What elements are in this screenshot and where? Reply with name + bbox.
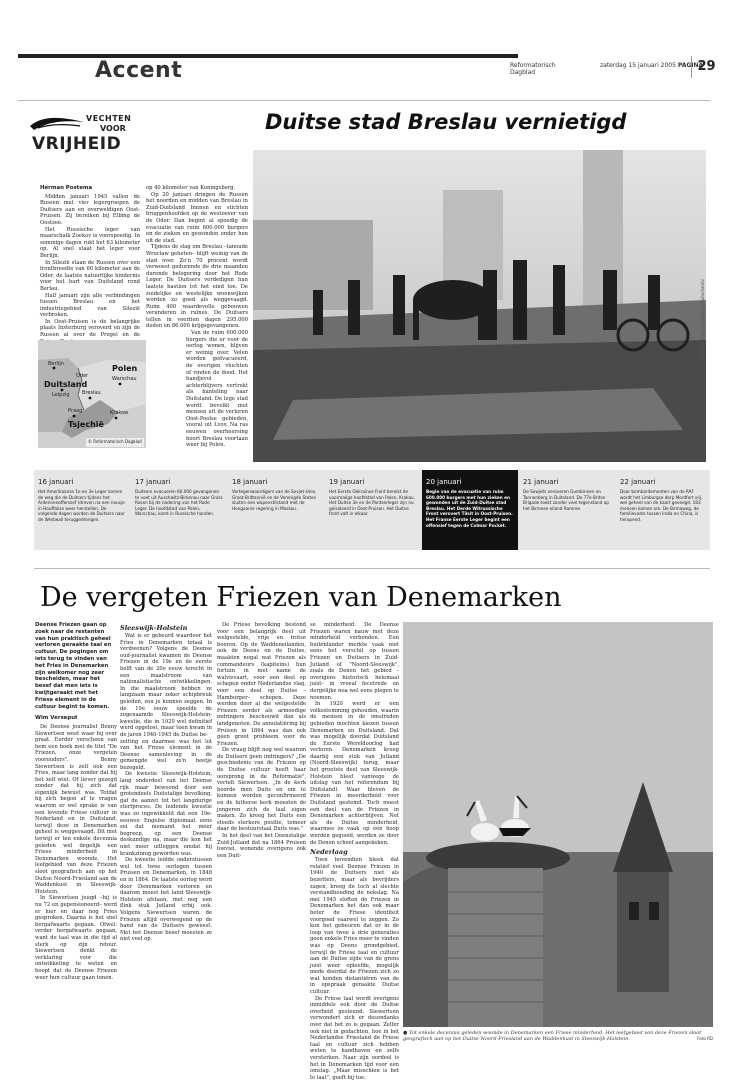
section-divider [34,568,710,569]
paragraph: Wat is er gebeurd waardoor het Fries in Denemarken totaal is verdwenen? Volgens de Deense oud-journalist kwamen de Deense Friezen in de 19e en de eerste helft van de 20e eeuw terecht in een maalstroom van nationalistische ontwikkelingen. In die maalstroom hebben ze langzaam maar zeker schipbreuk geleden, zou je kunnen zeggen. In de 19e eeuw speelde de zogenaamde Sleeswijk-Holstein-kwestie, die in 1920 wel definitief werd opgelost, maar toen kwam in de jaren 1940-1945 de Duitse be- [120,633,212,738]
paragraph: Midden januari 1945 vallen de Russen met vier legergroepen de Duitsers aan en overweldigen Oost-Pruisen. Zij bereiken bij Elbing de Oostzee. [40,193,140,226]
article2-column-2 [120,622,212,943]
paragraph: se minderheid. De Deense Friezen waren nauw met deze minderheid verbonden. Een buitenlander merkte vaak niet eens het verschil op tussen Friezen en Duitsers in Zuid-Jutland of "Noord-Sleeswijk", zoals de Denen het gebied –overigens historisch helemaal juist– in vroeal fecetrede en dergelijke noa wel eens plegen te noemen. [310,622,399,701]
paragraph: Van de ruim 600.000 burgers die er voor de oorlog wonen, blijven er weinig over. Velen worden geëvacueerd, de overigen vluchten of vinden de dood. Het handjevol achterblijvers vertrekt als hanteling naar Duitsland. De lege stad wordt bevolkt met mensen uit de verloren Oost-Poolse gebieden, vooral uit Lvov. Na ras eeuwen overheersing hoort Breslau voortaan weer bij Polen. [186,330,248,449]
paragraph: In Oost-Pruisen is de belangrijke plaats Insterburg veroverd en zijn de Russen al over de Pregel en de [40,318,140,339]
paragraph: De Friese bevolking bestond voor een belangrijk deel uit welgestelde, vrije en trotse boeren. Op de Waddeneilanden, ook de Deens en de Duitse, maakten nogal wat Friezen als commandeurs (kapiteins) hun fortuin in met name de walvisvaart, voor een deel op schepen onder Nederlandse vlag, voor een deel op Duitse –Hamburger– schepen. Deze werden door al die welgestelde Friezen eerder als armoedige indringers beschouwd dan als landgenoten. De annulatiëring bij Pruisen in 1864 was dan ook geen groot probleem voor de Friezen. [217,622,306,747]
timeline-entry [519,470,615,550]
timeline-entry [325,470,421,550]
paragraph: In Silezië staan de Russen over een frontbreedte van 60 kilometer aan de Oder, de laatste natuurlijke hindernis voor het hart van Duitsland rond Berlau. [40,259,140,292]
page-number: 29 [691,56,721,78]
logo-line-2: VOOR [100,124,126,133]
breslau-street-scene [253,150,706,462]
article1-column-1 [40,185,140,345]
timeline-text: Het Eerste Oekraïnse Front bereikt de voormalige hoofdstad van Polen, Krakau. Het Duitse 3e en 4e Pantserleger zijn nu geïsoleerd in Oost-Pruisen. Het Duitse front valt in elkaar. [329,489,416,517]
map-country-label: Polen [112,364,138,373]
article2-column-1 [35,622,117,981]
article2-column-3 [217,622,306,859]
map-country-label: Tsjechië [68,420,104,429]
timeline-strip [34,470,710,550]
europe-map [38,340,146,448]
section-title: Accent [95,58,183,83]
map-label: Breslau [82,390,101,396]
article2-intro: Deense Friezen gaan op zoek naar de restanten van hun praktisch geheel verloren geraakte taal en cultuur. De pogingen om iets terug te vinden van het Fries in Denemarken zijn welkomer nog zeer bescheiden, maar het besef dat men iets is kwijtgeraakt met het Friese element in de cultuur begint te komen. [35,622,112,710]
map-label: Berlijn [48,361,64,367]
timeline-date: 16 januari [38,478,74,486]
stork-chimney-scene [403,622,713,1027]
paragraph: Het Russische leger van maarschalk Zoekov is voorspoedig. In sommige dagen rukt het 63 kilometer op. Al snel staat het leger voor Berlijn. [40,226,140,259]
timeline-text: Begin van de evacuatie van ruim 600.000 burgers met hun zieken en gewonden uit de Zuid-Duitse stad Breslau. Het Derde Witrussische Front verovert Tilsit in Oost-Pruisen. Het Franse Eerste Leger begint een offensief tegen de Colmar Pocket. [426,489,513,528]
caption-bullet-icon: ● [403,1030,409,1036]
paragraph: zetting en daarmee was het lot van het Friese element in de Deense samenleving in de gemengde wel zo'n beetje bezegeld. [120,738,212,771]
paragraph: Half januari zijn alle verbindingen tussen Breslau en het industriegebied van Silezië verbroken. [40,292,140,319]
timeline-text: Het Amerikaanse 1e en 3e Leger komen de weg die de Duitsers tijdens het Ardennenoffensief (dreven na een neusje in Houffalize weer herstellen. De volgende dagen worden de Duitsers naar de Westwall teruggedrongen. [38,489,125,522]
caption-text: Tot enkele decennia geleden woonde in Denemarken een Friese minderheid. Het leefgebied van deze Friezen sloot geografisch aan op het Duitse Noord-Friesland aan de Waddenkust in Sleeswijk-Holstein. [403,1030,702,1043]
swoosh-icon [28,112,88,134]
article2-byline: Wim Verseput [35,715,78,722]
paragraph: De Friese taal wordt overigens inmiddels ook door de Duitse overheid gesteund. Siewertsen verwondert zich er desondanks over dat het zo is gegaan. Zelfer ook niet in gedachten, hoe in het Nederlandse Friesland de Friese taal en cultuur zich hebben weten te handhaven en zelfs versterken. Naar zijn oordeel is het in Denemarken tijd voor een omslag. „Maar misschien is het te laat", geeft hij toe. [310,995,399,1081]
caption-credit: Foto RD [697,1036,713,1042]
subheading: Nederlaag [310,848,348,857]
timeline-entry-highlight [422,470,518,550]
paragraph: Op 20 januari dringen de Russen het noorden en midden van Breslau in Zuid-Duitsland binnen en stichten bruggenhoofden op de westoever van de Oder. Dan begint al spoedig de evacuatie van ruim 600.000 burgers en de zieken en gewonden onder hen uit de stad. [146,191,248,244]
paragraph: op 40 kilometer van Koningsberg. [146,185,236,191]
subheading: Sleeswijk-Holstein [120,624,188,632]
paragraph: Toen bovendien bleek dat relatief veel Deense Friezen in 1940 de Duitsers niet als bezetters, maar als bevrijders zagen, kreeg de toch al slechte verstandhouding de nekslag. Na mei 1945 sloften de Friezen in Denemarken het dan ook maar beter de Friese identiteit voorgoed vaarwel te zeggen. Zo kon het gebeuren dat er in de loop van twee à drie generaties geen enkele Fries meer te vinden was op Deens grondgebied, terwijl de Friese taal en cultuur aan de Duitse zijde van de grens juist weer opleefde, mogelijk mede doordat de Friezen zich zo wat konden distantiëren van de in opspraak geraakte Duitse cultuur. [310,857,399,996]
paragraph: De vraag blijft nog wel waarom de Duitsers geen indringers? „De geschiedenis van de Friezen op de Duitse cultuur heeft haar oorsprong in de Reformatie", vertelt Siewertsen. „In de kerk hoorde men Duits en om te kunnen worden geconfirmeerd en de lutherse kerk moesten de jongeren zich de taal eigen maken. Zo kreeg het Duits een steeds sterkere positie, temeer daar de bestuurstaal Duits was." [217,747,306,833]
timeline-date: 21 januari [523,478,559,486]
timeline-text: Door bombardementen van de RAF wordt het Limburgse dorp Mordfort vrij, wel geheel van de kaart geveegd. 183 mensen komen om. De Birmaweg, de familievaste tussen India en China, is heropend. [620,489,703,522]
timeline-date: 20 januari [426,478,462,486]
article1-column-2 [146,185,248,449]
issue-date [600,62,703,69]
logo-line-3: VRIJHEID [32,134,122,154]
newspaper-name: Reformatorisch Dagblad [510,62,556,76]
timeline-text: De Sowjets veroveren Gumbinnen en Tannenberg in Duitsland. De 77e Britse Brigade toekt zonder veel tegenstand op het Birmese eiland Ramree. [523,489,609,511]
timeline-text: Vertegenwoordigers van de Sovjet-Unie, Groot-Brittannië en de Verenigde Staten sluiten een wapenstilstand met de Hongaarse regering in Moskou. [232,489,317,511]
vechten-voor-vrijheid-logo [28,112,138,158]
timeline-date: 17 januari [135,478,171,486]
map-country-label: Duitsland [44,380,88,389]
timeline-date: 22 januari [620,478,656,486]
article1-headline: Duitse stad Breslau vernietigd [265,110,627,134]
paragraph: De kwestie leidde onderstussen wel tot twee oorlogen tussen Pruisen en Denemarken, in 1848 en in 1864. De laatste oorlog werd door Denemarken verloren en daarom moest het land Sleeswijk-Holstein afstaan, met nog een flink stuk Jutland erbij ook. Volgens Siewertsen waren de Friezen altijd overwegend op de hand van de Duitsers geweest. Met het Deense besef moesten ze niet veel op. [120,857,212,943]
paragraph: In het deel van het Deenstalige Zuid-Jutland dat na 1864 Pruisen toeviel, wonende overigens ook een Duit- [217,833,306,859]
stork-nest-photo [403,622,713,1027]
issue-date-text: zaterdag 15 januari 2005 [600,62,676,69]
timeline-entry [228,470,324,550]
breslau-photo [253,150,706,462]
map-label: Oder [76,373,89,379]
article1-byline: Herman Postema [40,185,93,191]
map-label: Warschau [112,376,137,382]
map-label: Krakow [110,410,129,416]
map-credit: © Reformatorisch Dagblad [88,439,142,444]
timeline-date: 19 januari [329,478,365,486]
timeline-entry [131,470,227,550]
paragraph: De kwestie Sleeswijk-Holstein, lang onderdeel van het Deense rijk maar bewoond door een grotendeels Duitstalige bevolking, gaf de aanzet tot het langdurige sterfproces. De leidende kwestie was zo ingewikkeld dat een 19e-eeuwse Engelse diplomaat eens zei dat niemand het meer begreep, op een Deense deskundige na, maar die kon het niet meer uitleggen omdat hij krankzinnig geworden was. [120,771,212,857]
timeline-entry [34,470,130,550]
photo-credit: Foto Bildarchiv Preussischer Kulturbesitz [700,279,705,360]
photo-caption [403,1030,713,1043]
article2-column-4 [310,622,399,1081]
timeline-entry [616,470,710,550]
map-label: Praag [68,408,83,414]
section-accent-bar [18,54,518,58]
timeline-date: 18 januari [232,478,268,486]
paragraph: In Siewertsen jeugd –hij is nu 72 en gepensioneerd– werd er hier en daar nog Fries gesproken. Daarna is het snel bergafwaarts gegaan. Ofwel: verder bergafwaarts gegaan, want de taal was in die tijd al sterk op zijn retour. Siewertsen denkt de verklaring voor die ontwikkeling te weten en hoopt dat de Deense Friezen weer hun cultuur gaan tonen. [35,895,117,981]
logo-line-1: VECHTEN [86,114,132,123]
map-label: Leipzig [52,392,70,398]
paragraph: De Deense journalist Benny Siewertsen weet waar hij over praat. Eerder verscheen van hem een boek met de titel "De Friezen, onze vergeten voorouders". Benny Siewertsen is zelf ook een Fries, maar lang zonder dat hij het zelf wist. Of liever gezegd zonder dat hij zich dat eigenlijk bewust was. Totdat hij zich begon af te vragen waarom er wel sprake is van een levende Friese cultuur in Nederland en in Duitsland, terwijl deze in Denemarken geheel is weggevaagd. Dit met terwijl er ten enkele decennia geleden wel degelijk een Friese minderheid in Denemarken woonde. Het leefgebied van deze Friezen sloot geografisch aan op het Duitse Noord-Friesland aan de Waddenkust in Sleeswijk-Holstein. [35,723,117,895]
timeline-text: Duitsers evacueren 60.000 gevangenen te voet uit Auschwitz-Birkenau naar Gross Rosen bij de nadering van het Rode Leger. De hoofdstad van Polen, Warschau, komt in Russische handen. [135,489,223,517]
header-divider [18,100,710,101]
paragraph: In 1920 werd er een volksstemming gehouden, waarin de mensen in de omstreden gebieden mochten kiezen tussen Denemarken en Duitsland. Dat was mogelijk doordat Duitsland de Eerste Wereldoorlog had verloren. Denemarken kreeg daarbij een stuk van Jutland (Noord-Sleeswijk) terug, maar het grootste deel van Sleeswijk-Holstein bleef vanwege de uitslag van het referendum bij Duitsland). Waar bleven de Friezen in meerderheid voor Duitsland gestemd. Toch moest een deel van de Friezen in Denemarken achterblijven. Net als de Duitse minderheid, waarmee ze vaak op één hoop werden gegooid, werden ze door de Denen scheef aangekeken. [310,701,399,846]
article2-headline: De vergeten Friezen van Denemarken [40,582,562,613]
paragraph: Tijdens de slag om Breslau –tanoude Wroclaw geheten– blijft weinig van de stad over. Zo'n 70 procent wordt verwoest gedurende de drie maanden durende belegering door het Rode Leger. De Duitsers verdedigen hun laatste bastion tot het eind toe. De zuidelijke en westelijke woonwijken worden zo goed als weggevaagd. Ruim 400 waardevolle gebouwen veranderen in ruïnes. De Duitsers tellen in veertien dagen 295.000 doden en 86.000 krijgsgevangenen. [146,244,248,330]
page-label: PAGINA [677,62,704,69]
